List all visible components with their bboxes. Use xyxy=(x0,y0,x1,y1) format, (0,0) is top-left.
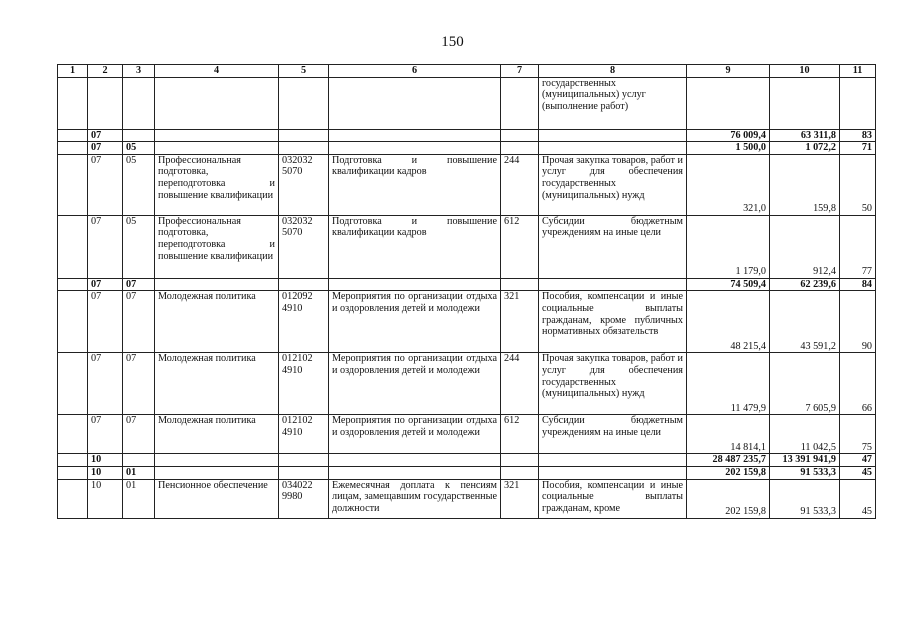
table-cell xyxy=(329,129,501,142)
table-cell: 13 391 941,9 xyxy=(770,454,840,467)
table-cell: 07 xyxy=(88,291,123,353)
table-cell xyxy=(329,142,501,155)
table-cell: 07 xyxy=(88,129,123,142)
table-cell: 10 xyxy=(88,466,123,479)
table-cell xyxy=(329,466,501,479)
table-cell: Подготовка и повышение квалификации кадров xyxy=(329,154,501,215)
table-cell xyxy=(155,466,279,479)
table-header-row xyxy=(58,65,876,78)
table-cell: 10 xyxy=(88,479,123,518)
table-cell xyxy=(279,454,329,467)
table-cell xyxy=(88,77,123,129)
table-subtotal-row xyxy=(58,142,876,155)
table-cell xyxy=(501,466,539,479)
table-row xyxy=(58,291,876,353)
table-cell xyxy=(58,154,88,215)
table-cell xyxy=(687,77,770,129)
table-cell: Профессиональная подготовка, переподготовка и повышение квалификации xyxy=(155,154,279,215)
table-cell: 159,8 xyxy=(770,154,840,215)
table-row xyxy=(58,479,876,518)
table-cell: Прочая закупка товаров, работ и услуг для обеспечения государственных (муниципальных) нужд xyxy=(539,154,687,215)
table-cell xyxy=(123,129,155,142)
table-cell xyxy=(58,142,88,155)
table-cell: 45 xyxy=(840,466,876,479)
table-cell xyxy=(770,77,840,129)
table-subtotal-row xyxy=(58,278,876,291)
table-cell: 244 xyxy=(501,353,539,415)
table-cell: 63 311,8 xyxy=(770,129,840,142)
table-cell: Мероприятия по организации отдыха и оздоровления детей и молодежи xyxy=(329,291,501,353)
table-cell xyxy=(329,454,501,467)
table-cell xyxy=(279,129,329,142)
table-cell: 62 239,6 xyxy=(770,278,840,291)
table-cell: 74 509,4 xyxy=(687,278,770,291)
table-cell xyxy=(58,466,88,479)
table-cell xyxy=(58,479,88,518)
table-cell: 77 xyxy=(840,215,876,278)
table-cell xyxy=(501,142,539,155)
table-cell xyxy=(539,454,687,467)
table-cell: 05 xyxy=(123,142,155,155)
table-cell: 7 605,9 xyxy=(770,353,840,415)
table-cell: 012092 4910 xyxy=(279,291,329,353)
table-cell: Ежемесячная доплата к пенсиям лицам, замещавшим государственные должности xyxy=(329,479,501,518)
table-cell: 012102 4910 xyxy=(279,415,329,454)
table-cell: Мероприятия по организации отдыха и оздоровления детей и молодежи xyxy=(329,415,501,454)
table-cell: 321 xyxy=(501,479,539,518)
column-header: 7 xyxy=(501,65,539,78)
column-header: 3 xyxy=(123,65,155,78)
table-cell xyxy=(58,215,88,278)
table-cell: 07 xyxy=(88,154,123,215)
table-cell: 91 533,3 xyxy=(770,466,840,479)
table-cell: Подготовка и повышение квалификации кадров xyxy=(329,215,501,278)
table-subtotal-row xyxy=(58,466,876,479)
table-cell: 01 xyxy=(123,479,155,518)
table-cell: Молодежная политика xyxy=(155,353,279,415)
table-cell: 202 159,8 xyxy=(687,466,770,479)
table-cell xyxy=(501,129,539,142)
table-cell: государственных (муниципальных) услуг (выполнение работ) xyxy=(539,77,687,129)
column-header: 11 xyxy=(840,65,876,78)
table-cell: 07 xyxy=(123,415,155,454)
table-cell: 45 xyxy=(840,479,876,518)
table-cell: 43 591,2 xyxy=(770,291,840,353)
table-cell: 66 xyxy=(840,353,876,415)
table-cell xyxy=(501,454,539,467)
table-cell: 47 xyxy=(840,454,876,467)
table-cell: Прочая закупка товаров, работ и услуг для обеспечения государственных (муниципальных) нужд xyxy=(539,353,687,415)
table-cell: 321,0 xyxy=(687,154,770,215)
table-cell: 91 533,3 xyxy=(770,479,840,518)
table-cell xyxy=(58,291,88,353)
table-cell: 76 009,4 xyxy=(687,129,770,142)
table-cell: 612 xyxy=(501,415,539,454)
table-cell: 321 xyxy=(501,291,539,353)
table-cell: 032032 5070 xyxy=(279,215,329,278)
column-header: 10 xyxy=(770,65,840,78)
column-header: 6 xyxy=(329,65,501,78)
table-cell: Молодежная политика xyxy=(155,291,279,353)
table-cell: 48 215,4 xyxy=(687,291,770,353)
table-cell: 034022 9980 xyxy=(279,479,329,518)
table-cell xyxy=(539,278,687,291)
table-cell xyxy=(155,77,279,129)
table-cell: 10 xyxy=(88,454,123,467)
table-cell xyxy=(279,77,329,129)
table-cell xyxy=(539,142,687,155)
table-subtotal-row xyxy=(58,129,876,142)
budget-table xyxy=(57,64,876,519)
table-cell: 84 xyxy=(840,278,876,291)
table-cell xyxy=(58,454,88,467)
table-cell: 07 xyxy=(88,415,123,454)
table-cell: 912,4 xyxy=(770,215,840,278)
table-cell: 05 xyxy=(123,215,155,278)
table-cell xyxy=(329,77,501,129)
column-header: 9 xyxy=(687,65,770,78)
table-cell xyxy=(279,466,329,479)
table-cell xyxy=(123,77,155,129)
table-cell: 83 xyxy=(840,129,876,142)
table-cell: Пенсионное обеспечение xyxy=(155,479,279,518)
column-header: 1 xyxy=(58,65,88,78)
table-cell: Профессиональная подготовка, переподготовка и повышение квалификации xyxy=(155,215,279,278)
table-cell: 71 xyxy=(840,142,876,155)
table-row xyxy=(58,353,876,415)
table-cell: Субсидии бюджетным учреждениям на иные цели xyxy=(539,415,687,454)
table-cell: 11 479,9 xyxy=(687,353,770,415)
table-cell: 07 xyxy=(123,278,155,291)
table-cell: 07 xyxy=(88,215,123,278)
table-cell xyxy=(501,77,539,129)
table-cell: 07 xyxy=(123,291,155,353)
table-cell xyxy=(155,129,279,142)
table-cell: 01 xyxy=(123,466,155,479)
table-cell xyxy=(279,278,329,291)
table-cell xyxy=(501,278,539,291)
table-cell xyxy=(58,77,88,129)
table-cell: 75 xyxy=(840,415,876,454)
column-header: 2 xyxy=(88,65,123,78)
table-cell xyxy=(539,466,687,479)
table-cell xyxy=(329,278,501,291)
table-cell: 05 xyxy=(123,154,155,215)
table-cell: 012102 4910 xyxy=(279,353,329,415)
table-cell: 11 042,5 xyxy=(770,415,840,454)
table-cell: 14 814,1 xyxy=(687,415,770,454)
table-cell: 1 179,0 xyxy=(687,215,770,278)
table-cell: 202 159,8 xyxy=(687,479,770,518)
table-cell xyxy=(58,278,88,291)
table-row xyxy=(58,415,876,454)
table-cell: Мероприятия по организации отдыха и оздоровления детей и молодежи xyxy=(329,353,501,415)
table-cell: 244 xyxy=(501,154,539,215)
table-cell xyxy=(58,415,88,454)
table-cell xyxy=(279,142,329,155)
table-cell: Пособия, компенсации и иные социальные выплаты гражданам, кроме публичных нормативных обязательств xyxy=(539,291,687,353)
table-row xyxy=(58,215,876,278)
column-header: 8 xyxy=(539,65,687,78)
table-cell: Молодежная политика xyxy=(155,415,279,454)
table-cell xyxy=(155,142,279,155)
table-cell: 07 xyxy=(88,142,123,155)
table-cell: Субсидии бюджетным учреждениям на иные цели xyxy=(539,215,687,278)
table-row xyxy=(58,154,876,215)
table-cell: Пособия, компенсации и иные социальные выплаты гражданам, кроме xyxy=(539,479,687,518)
table-cell: 07 xyxy=(88,278,123,291)
table-subtotal-row xyxy=(58,454,876,467)
table-cell: 032032 5070 xyxy=(279,154,329,215)
table-cell: 50 xyxy=(840,154,876,215)
table-cell: 1 500,0 xyxy=(687,142,770,155)
column-header: 4 xyxy=(155,65,279,78)
table-cell: 07 xyxy=(88,353,123,415)
table-cell: 07 xyxy=(123,353,155,415)
page-number: 150 xyxy=(441,34,464,50)
table-cell xyxy=(840,77,876,129)
column-header: 5 xyxy=(279,65,329,78)
table-cell xyxy=(58,353,88,415)
table-cell xyxy=(539,129,687,142)
table-cell: 90 xyxy=(840,291,876,353)
table-cell xyxy=(123,454,155,467)
table-cell xyxy=(155,278,279,291)
table-cell: 1 072,2 xyxy=(770,142,840,155)
table-cell: 28 487 235,7 xyxy=(687,454,770,467)
table-cell xyxy=(58,129,88,142)
table-cell xyxy=(155,454,279,467)
table-row xyxy=(58,77,876,129)
table-cell: 612 xyxy=(501,215,539,278)
